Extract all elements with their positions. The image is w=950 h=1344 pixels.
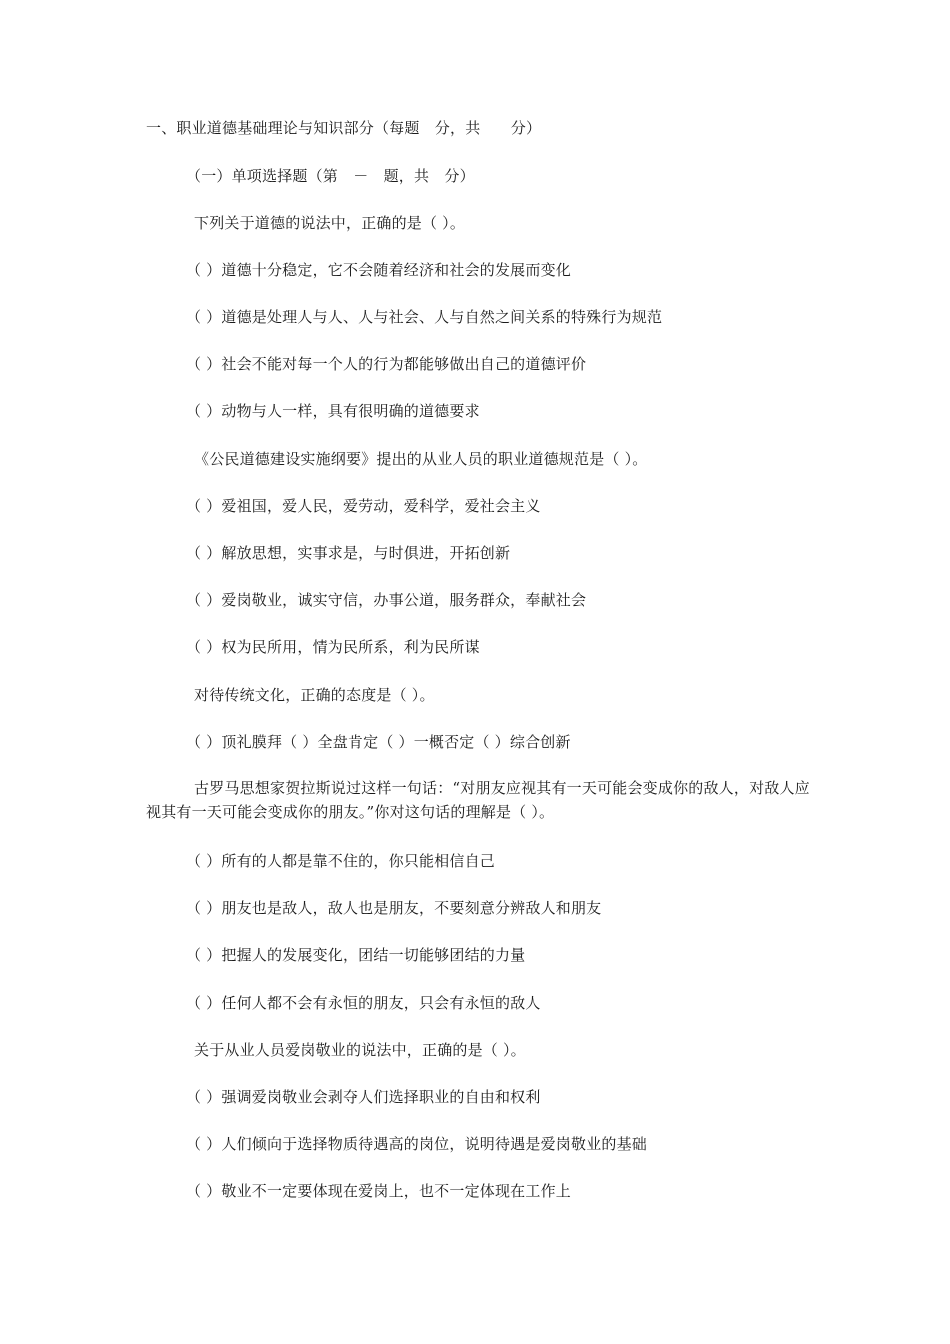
- question-1-option-b: （ ）道德是处理人与人、人与社会、人与自然之间关系的特殊行为规范: [186, 308, 663, 326]
- question-1-stem: 下列关于道德的说法中，正确的是（ ）。: [194, 214, 466, 232]
- question-5-option-a: （ ）强调爱岗敬业会剥夺人们选择职业的自由和权利: [186, 1088, 541, 1106]
- question-3-options: （ ）顶礼膜拜（ ）全盘肯定（ ）一概否定（ ）综合创新: [186, 733, 571, 751]
- question-1-option-d: （ ）动物与人一样，具有很明确的道德要求: [186, 402, 480, 420]
- question-2-option-d: （ ）权为民所用，情为民所系，利为民所谋: [186, 638, 480, 656]
- question-1-option-a: （ ）道德十分稳定，它不会随着经济和社会的发展而变化: [186, 261, 571, 279]
- question-4-stem: 古罗马思想家贺拉斯说过这样一句话：“对朋友应视其有一天可能会变成你的敌人，对敌人应视其有一天可能会变成你的朋友。”你对这句话的理解是（ ）。: [146, 779, 810, 821]
- section-heading: 一、职业道德基础理论与知识部分（每题 分，共 分）: [146, 119, 542, 137]
- question-4-option-b: （ ）朋友也是敌人，敌人也是朋友，不要刻意分辨敌人和朋友: [186, 899, 602, 917]
- question-2-option-a: （ ）爱祖国，爱人民，爱劳动，爱科学，爱社会主义: [186, 497, 541, 515]
- question-2-stem: 《公民道德建设实施纲要》提出的从业人员的职业道德规范是（ ）。: [194, 450, 648, 468]
- question-5-stem: 关于从业人员爱岗敬业的说法中，正确的是（ ）。: [194, 1041, 526, 1059]
- question-1-option-c: （ ）社会不能对每一个人的行为都能够做出自己的道德评价: [186, 355, 587, 373]
- question-5-option-c: （ ）敬业不一定要体现在爱岗上，也不一定体现在工作上: [186, 1182, 571, 1200]
- question-4-option-a: （ ）所有的人都是靠不住的，你只能相信自己: [186, 852, 495, 870]
- section-subheading: （一）单项选择题（第 － 题，共 分）: [186, 167, 475, 185]
- question-5-option-b: （ ）人们倾向于选择物质待遇高的岗位，说明待遇是爱岗敬业的基础: [186, 1135, 647, 1153]
- question-2-option-c: （ ）爱岗敬业，诚实守信，办事公道，服务群众，奉献社会: [186, 591, 587, 609]
- question-3-stem: 对待传统文化，正确的态度是（ ）。: [194, 686, 435, 704]
- question-2-option-b: （ ）解放思想，实事求是，与时俱进，开拓创新: [186, 544, 511, 562]
- question-4-option-d: （ ）任何人都不会有永恒的朋友，只会有永恒的敌人: [186, 994, 541, 1012]
- question-4-option-c: （ ）把握人的发展变化，团结一切能够团结的力量: [186, 946, 526, 964]
